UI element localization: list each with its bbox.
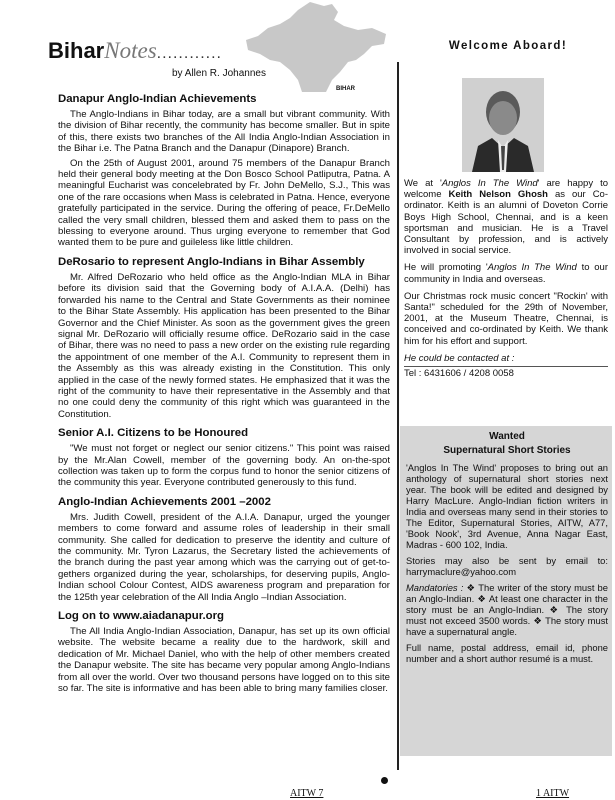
magazine-name: Anglos In The Wind xyxy=(441,178,538,189)
portrait-image xyxy=(462,78,544,172)
article-derosario xyxy=(58,255,390,420)
text-span: ' are happy to welcome xyxy=(404,178,608,201)
column-divider xyxy=(397,62,399,770)
mandatories-label: Mandatories : xyxy=(406,582,464,593)
wanted-heading xyxy=(406,430,608,458)
article-paragraph: The All India Anglo-Indian Association, Danapur, has set up its own official website. The website became a reality due to the hardwork, skill and dedication of Mr. Michael Daniel, who with the help of other members created the Danapur website. The site has became very popular among Anglo-Indians from all over the world. Over two thousand persons have logged on to this site so far. The site is informative and has been able to bring many families closer. xyxy=(58,626,390,695)
welcome-paragraph-2 xyxy=(404,262,608,284)
text-span: He will promoting ' xyxy=(404,262,488,274)
welcome-paragraph-3: Our Christmas rock music concert "Rockin' with Santa!" scheduled for the 29th of November, 2001, at the Museum Theatre, Chennai, is conceived and co-ordinated by Keith. We thank him for his effort and support. xyxy=(404,290,608,347)
byline: by Allen R. Johannes xyxy=(172,68,266,79)
article-paragraph: On the 25th of August 2001, around 75 members of the Danapur Branch held their general body meeting at the Don Bosco School Patliputra, Patna. A meaningful Eucharist was concelebrated by Fr. John DeMello, S.J., This was one of the rare occasions when Mass is celebrated in Patna. Hence, everyone gratefully participated in the service. During the offering of peace, Fr.DeMello called the very small children, blessed them and asked them to pass on the blessing to everyone around. Thus urging everyone to remember that God wanted them to be pure and guileless like little children. xyxy=(58,157,390,249)
wanted-heading-line2: Supernatural Short Stories xyxy=(443,445,571,456)
article-heading: DeRosario to represent Anglo-Indians in Bihar Assembly xyxy=(58,255,365,268)
article-paragraph: Mrs. Judith Cowell, president of the A.I.A. Danapur, urged the younger members to come forward and assume roles of leadership in their small community. She called for dedication to preserve the identity and culture of the community. Mr. Tyron Lazarus, the Secretary listed the achievements of the branch during the past year among which was the carrying out of get-to-gethers organized during the year, scholarships, for deserving pupils, Anglo-Indian school Colour Contest, AIDS awareness program and preparation for the 125th year celebration of the All India Anglo –Indian Association. xyxy=(58,511,390,603)
text-span: to our community in India and overseas. xyxy=(404,262,608,285)
title-bihar: Bihar xyxy=(48,38,105,63)
article-heading: Log on to www.aiadanapur.org xyxy=(58,610,225,623)
map-label: BIHAR xyxy=(336,86,355,92)
text-span: as our Co-ordinator. Keith is an alumni of Doveton Corrie Boys High School, Chennai, and is a keen sportsman and musician. He is a Travel Consultant by profession, and is actively involved in social service. xyxy=(404,189,608,257)
article-danapur-achievements xyxy=(58,92,390,249)
mandatories-list: ❖ The writer of the story must be an Anglo-Indian. ❖ At least one character in the story must be an Anglo-Indian. ❖ The story must not exceed 3500 words. ❖ The story must have a supernatural angle. xyxy=(406,582,608,637)
article-senior-citizens xyxy=(58,426,390,489)
article-heading: Danapur Anglo-Indian Achievements xyxy=(58,93,257,105)
article-website xyxy=(58,609,390,694)
article-end-bullet xyxy=(381,777,388,784)
text-span: We at ' xyxy=(404,178,442,189)
article-paragraph: "We must not forget or neglect our senior citizens." This point was raised by the Mr.Alan Cowell, member of the governing body. An on-the-spot collection was taken up to form the corpus fund to honor the senior citizens of the community this year. Everyone contributed generously to this fund. xyxy=(58,443,390,489)
contact-phone: Tel : 6431606 / 4208 0058 xyxy=(404,366,608,379)
magazine-name: Anglos In The Wind xyxy=(487,262,577,274)
title-dots: ............ xyxy=(156,45,222,62)
wanted-box xyxy=(406,430,608,669)
wanted-paragraph-4: Full name, postal address, email id, phone number and a short author resumé is a must. xyxy=(406,642,608,664)
article-heading: Senior A.I. Citizens to be Honoured xyxy=(58,427,249,440)
wanted-paragraph-2: Stories may also be sent by email to: harrymaclure@yahoo.com xyxy=(406,555,608,577)
title-notes: Notes xyxy=(104,38,157,63)
article-paragraph: The Anglo-Indians in Bihar today, are a small but vibrant community. With the division of Bihar recently, the community has become smaller. But in spite of this, there exists two branches of the All India Anglo-Indian Association in the Bihar i.e. The Patna Branch and the Danapur (Dinapore) Branch. xyxy=(58,109,390,155)
contact-label: He could be contacted at : xyxy=(404,352,515,364)
article-achievements-2001 xyxy=(58,495,390,603)
article-paragraph: Mr. Alfred DeRozario who held office as the Anglo-Indian MLA in Bihar before its division said that the Governing body of A.I.A.A. (Delhi) has forwarded his name to the Central and State Governments as their nominee to the Bihar State Assembly. His application has been presented to the Bihar Governor and the Chief Minister. As soon as the government gives the green signal Mr. DeRozario will officially resume office. DeRozario said in the case of Bihar, there was no need to pass a new order on the existing rule regarding the appointment of one member of the A.I. Community to represent them in the Assembly as this was already existing in the Constitution. This only applied in the case of the newly formed states. He emphasized that it was the right of the community to have their representative in the Assembly and that no one could deny the community of this right which was guaranteed in the Constitution. xyxy=(58,271,390,420)
wanted-paragraph-3 xyxy=(406,582,608,637)
coordinator-photo xyxy=(462,78,544,172)
wanted-heading-line1: Wanted xyxy=(489,431,525,442)
newsletter-title xyxy=(48,38,222,67)
welcome-title: Welcome Aboard! xyxy=(448,40,568,52)
coordinator-name: Keith Nelson Ghosh xyxy=(448,189,548,201)
page-number-right: 1 AITW xyxy=(536,788,570,799)
welcome-paragraph-1 xyxy=(404,178,608,256)
article-heading: Anglo-Indian Achievements 2001 –2002 xyxy=(58,495,271,508)
wanted-paragraph-1: 'Anglos In The Wind' proposes to bring out an anthology of supernatural short stories next year. The book will be edited and designed by Harry MacLure. Anglo-Indian fiction writers in India and overseas many send in their stories to The Editor, Supernatural Stories, AITW, A77, 'Book Nook', 3rd Avenue, Anna Nagar East, Madras - 600 102, India. xyxy=(406,462,608,550)
page-number-left: AITW 7 xyxy=(290,788,324,799)
left-column xyxy=(58,92,390,700)
welcome-text xyxy=(404,178,608,379)
